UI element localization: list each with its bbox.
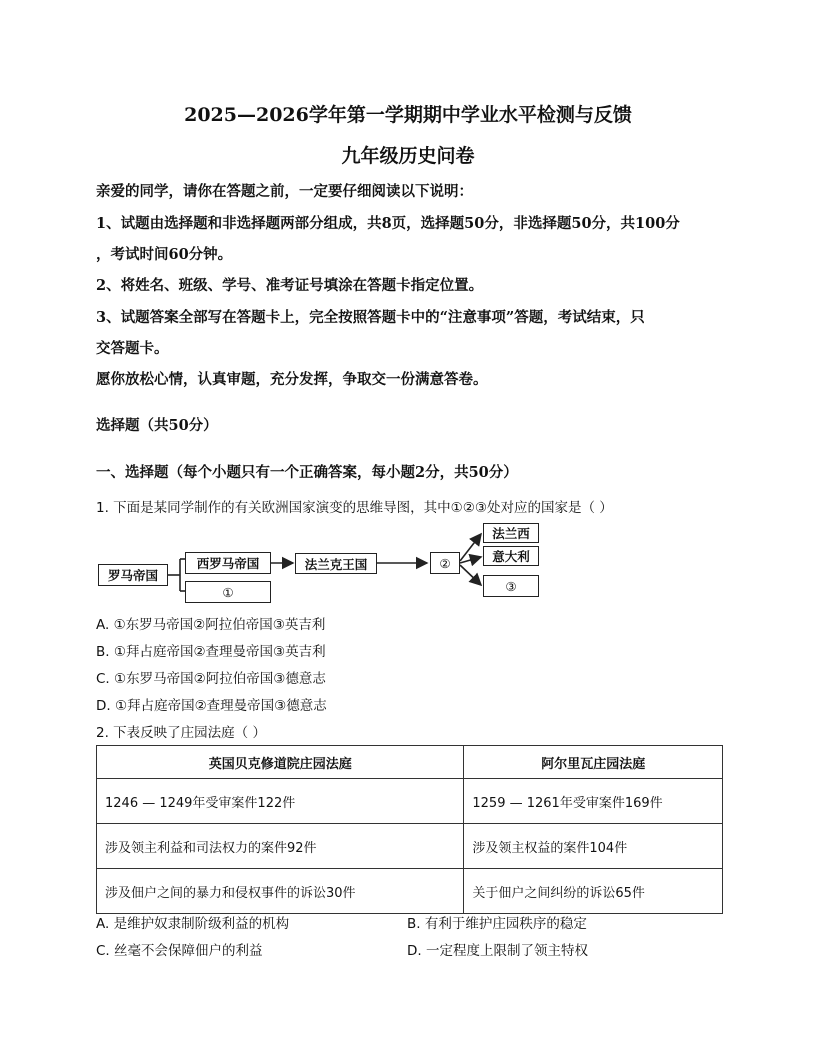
node-roman-empire: 罗马帝国 [98,564,168,586]
node-blank-3: ③ [483,575,539,597]
manor-court-table [96,745,723,914]
question-2-stem: 2. 下表反映了庄园法庭（ ） [96,725,266,741]
q1-option-a[interactable]: A. ①东罗马帝国②阿拉伯帝国③英吉利 [96,617,326,633]
q2-option-d[interactable]: D. 一定程度上限制了领主特权 [407,943,588,959]
instruction-3-line2: 交答题卡。 [96,340,169,357]
q1-option-d[interactable]: D. ①拜占庭帝国②查理曼帝国③德意志 [96,698,327,714]
section-label: 选择题（共50分） [96,417,218,434]
exam-subtitle: 九年级历史问卷 [341,145,475,167]
node-italy: 意大利 [483,546,539,566]
question-1-stem: 1. 下面是某同学制作的有关欧洲国家演变的思维导图，其中①②③处对应的国家是（ ） [96,500,613,516]
node-western-roman-empire: 西罗马帝国 [185,552,271,574]
node-blank-1: ① [185,581,271,603]
section-heading: 一、选择题（每个小题只有一个正确答案，每小题2分，共50分） [96,464,518,481]
table-row [97,824,723,869]
node-blank-2: ② [430,552,460,574]
table-cell: 涉及领主利益和司法权力的案件92件 [97,824,464,869]
table-cell: 关于佃户之间纠纷的诉讼65件 [464,869,723,914]
node-france: 法兰西 [483,523,539,543]
instructions-wish: 愿你放松心情，认真审题，充分发挥，争取交一份满意答卷。 [96,371,488,388]
mind-map-diagram [96,517,546,609]
q2-option-a[interactable]: A. 是维护奴隶制阶级利益的机构 [96,916,290,932]
q1-option-c[interactable]: C. ①东罗马帝国②阿拉伯帝国③德意志 [96,671,326,687]
table-cell: 涉及领主权益的案件104件 [464,824,723,869]
table-cell: 1259 — 1261年受审案件169件 [464,779,723,824]
instruction-1-line1: 1、试题由选择题和非选择题两部分组成，共8页，选择题50分，非选择题50分，共100分 [96,215,680,232]
instruction-2: 2、将姓名、班级、学号、准考证号填涂在答题卡指定位置。 [96,277,484,294]
table-row [97,869,723,914]
table-cell: 1246 — 1249年受审案件122件 [97,779,464,824]
instruction-3-line1: 3、试题答案全部写在答题卡上，完全按照答题卡中的“注意事项”答题，考试结束，只 [96,309,645,326]
exam-title: 2025—2026学年第一学期期中学业水平检测与反馈 [184,104,632,126]
table-header-cell: 阿尔里瓦庄园法庭 [464,746,723,779]
node-frankish-kingdom: 法兰克王国 [295,553,377,574]
q1-option-b[interactable]: B. ①拜占庭帝国②查理曼帝国③英吉利 [96,644,326,660]
table-row [97,779,723,824]
q2-option-c[interactable]: C. 丝毫不会保障佃户的利益 [96,943,263,959]
instruction-1-line2: ，考试时间60分钟。 [96,246,233,263]
table-cell: 涉及佃户之间的暴力和侵权事件的诉讼30件 [97,869,464,914]
q2-option-b[interactable]: B. 有利于维护庄园秩序的稳定 [407,916,587,932]
table-header-row [97,746,723,779]
table-header-cell: 英国贝克修道院庄园法庭 [97,746,464,779]
instructions-intro: 亲爱的同学，请你在答题之前，一定要仔细阅读以下说明： [96,183,473,200]
